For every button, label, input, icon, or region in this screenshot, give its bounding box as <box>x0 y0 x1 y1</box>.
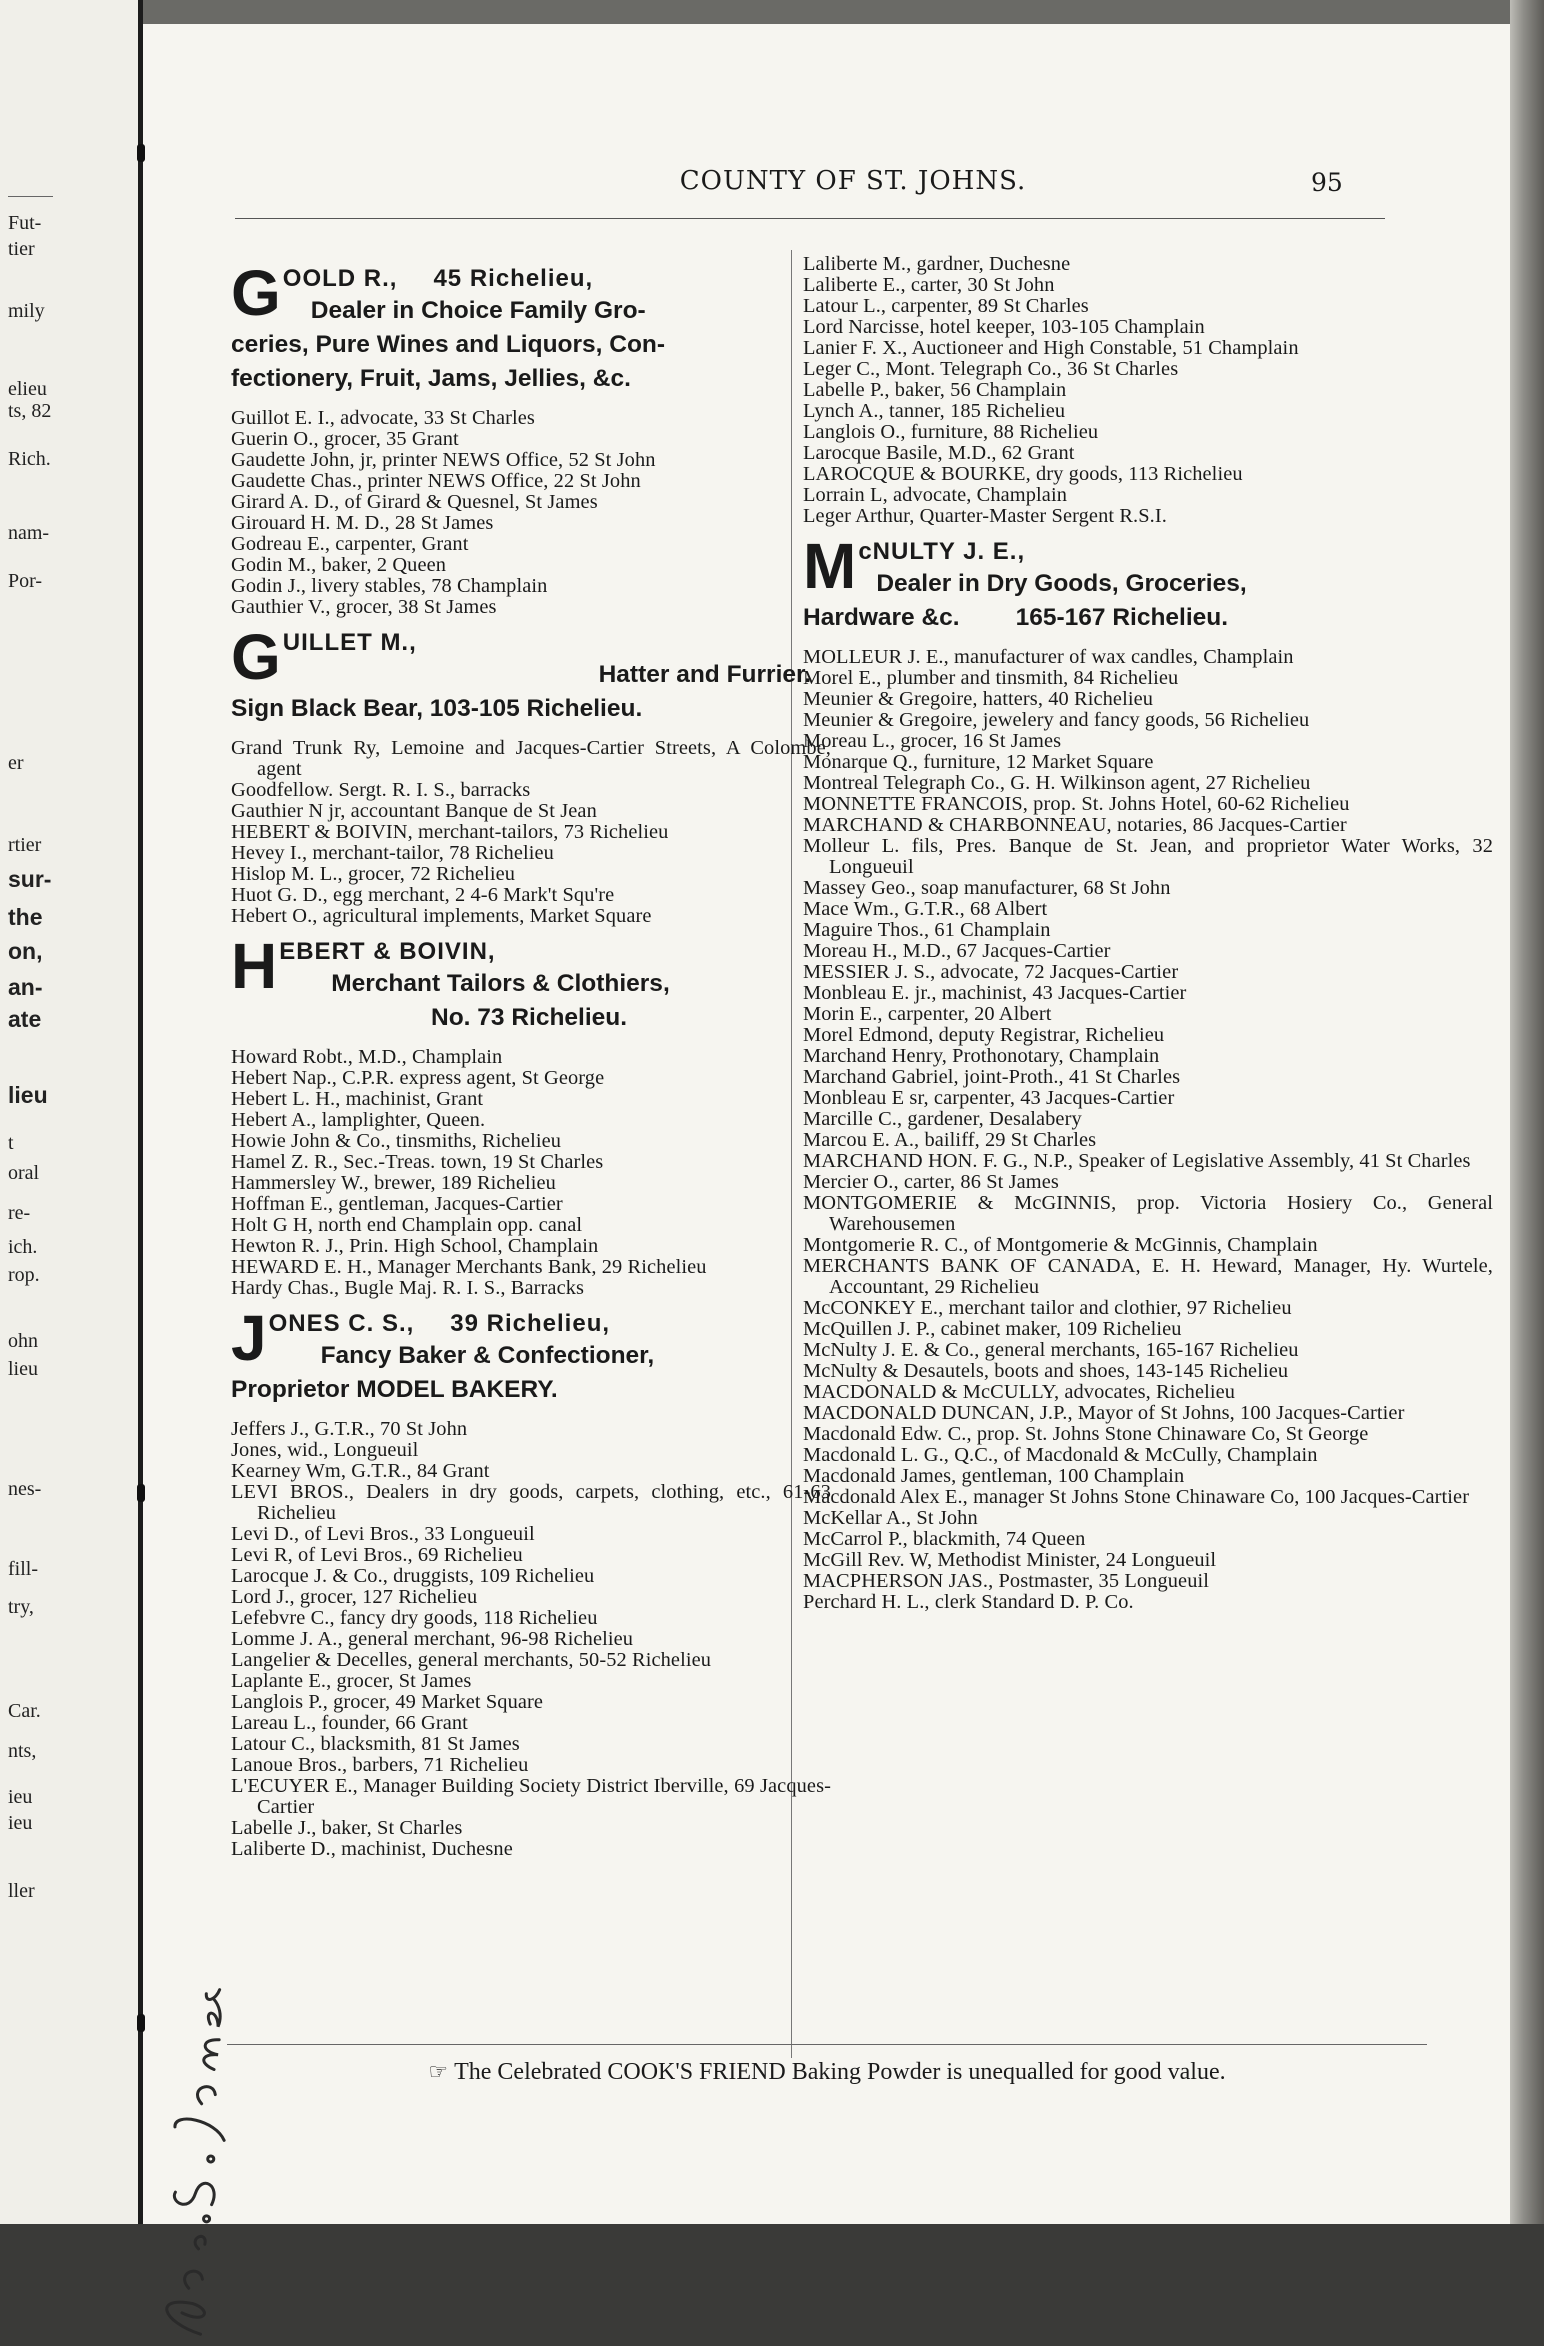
directory-entry: Lorrain L, advocate, Champlain <box>803 484 1068 506</box>
directory-entry: McNulty J. E. & Co., general merchants, 165-167 Richelieu <box>803 1339 1299 1361</box>
directory-entry: Molleur L. fils, Pres. Banque de St. Jean, and proprietor Water Works, 32 Longueuil <box>803 835 1493 878</box>
ad-line: fectionery, Fruit, Jams, Jellies, &c. <box>231 365 631 392</box>
ad-line: Hardware &c. <box>803 604 960 631</box>
directory-entry: Morin E., carpenter, 20 Albert <box>803 1003 1052 1025</box>
ad-line: ceries, Pure Wines and Liquors, Con- <box>231 331 666 358</box>
directory-entry: MACDONALD & McCULLY, advocates, Richelieu <box>803 1381 1236 1403</box>
directory-entry: Laliberte M., gardner, Duchesne <box>803 253 1071 275</box>
directory-entry: Hoffman E., gentleman, Jacques-Cartier <box>231 1193 563 1215</box>
facing-page-fragment <box>0 0 142 2224</box>
directory-entry: McNulty & Desautels, boots and shoes, 143-145 Richelieu <box>803 1360 1289 1382</box>
directory-entry: Lord Narcisse, hotel keeper, 103-105 Champlain <box>803 316 1205 338</box>
page-header <box>143 166 1510 206</box>
directory-entry: Hebert A., lamplighter, Queen. <box>231 1109 486 1131</box>
directory-entry: HEWARD E. H., Manager Merchants Bank, 29 Richelieu <box>231 1256 707 1278</box>
directory-entry: Marcou E. A., bailiff, 29 St Charles <box>803 1129 1097 1151</box>
directory-entry: Gauthier V., grocer, 38 St James <box>231 596 497 618</box>
directory-entry: HEBERT & BOIVIN, merchant-tailors, 73 Richelieu <box>231 821 669 843</box>
binding-mark <box>137 2014 145 2032</box>
ad-name: cNULTY J. E., <box>858 538 1026 565</box>
facing-page-text: rtier <box>8 834 42 856</box>
directory-entry: Latour L., carpenter, 89 St Charles <box>803 295 1089 317</box>
facing-page-text: ts, 82 <box>8 400 52 422</box>
directory-entry: Grand Trunk Ry, Lemoine and Jacques-Cartier Streets, A Colombe, agent <box>231 737 831 780</box>
ad-line: Dealer in Choice Family Gro- <box>310 297 646 324</box>
ad-line: Proprietor MODEL BAKERY. <box>231 1376 558 1403</box>
entry-list <box>231 408 831 618</box>
directory-entry: Montgomerie R. C., of Montgomerie & McGinnis, Champlain <box>803 1234 1318 1256</box>
ad-address: 45 Richelieu, <box>433 265 594 292</box>
ad-guillet <box>231 621 831 726</box>
directory-entry: Langlois P., grocer, 49 Market Square <box>231 1691 544 1713</box>
directory-entry: Levi D., of Levi Bros., 33 Longueuil <box>231 1523 535 1545</box>
directory-entry: Marchand Gabriel, joint-Proth., 41 St Charles <box>803 1066 1181 1088</box>
directory-entry: Leger Arthur, Quarter-Master Sergent R.S.I. <box>803 505 1167 527</box>
directory-entry: Larocque Basile, M.D., 62 Grant <box>803 442 1075 464</box>
directory-entry: Laliberte E., carter, 30 St John <box>803 274 1055 296</box>
ad-line: Fancy Baker & Confectioner, <box>320 1342 655 1369</box>
footer-advert <box>227 2044 1427 2086</box>
directory-entry: Meunier & Gregoire, jewelery and fancy goods, 56 Richelieu <box>803 709 1310 731</box>
directory-entry: Godin M., baker, 2 Queen <box>231 554 447 576</box>
directory-entry: Gauthier N jr, accountant Banque de St Jean <box>231 800 597 822</box>
directory-entry: Langlois O., furniture, 88 Richelieu <box>803 421 1099 443</box>
directory-entry: Howard Robt., M.D., Champlain <box>231 1046 503 1068</box>
directory-entry: Mace Wm., G.T.R., 68 Albert <box>803 898 1048 920</box>
directory-entry: Latour C., blacksmith, 81 St James <box>231 1733 520 1755</box>
directory-entry: Hebert L. H., machinist, Grant <box>231 1088 484 1110</box>
ad-jones <box>231 1302 831 1407</box>
facing-page-text: ieu <box>8 1786 33 1808</box>
ad-line: Sign Black Bear, 103-105 Richelieu. <box>231 695 643 722</box>
directory-entry: Macdonald Alex E., manager St Johns Stone Chinaware Co, 100 Jacques-Cartier <box>803 1486 1470 1508</box>
directory-entry: Girard A. D., of Girard & Quesnel, St James <box>231 491 598 513</box>
book-edge <box>1510 0 1544 2224</box>
facing-page-text: Rich. <box>8 448 51 470</box>
facing-page-text: mily <box>8 300 45 322</box>
ad-line: Hatter and Furrier. <box>598 661 811 688</box>
entry-list <box>803 254 1493 527</box>
directory-entry: MONTGOMERIE & McGINNIS, prop. Victoria Hosiery Co., General Warehousemen <box>803 1192 1493 1235</box>
directory-entry: Perchard H. L., clerk Standard D. P. Co. <box>803 1591 1134 1613</box>
facing-page-text: the <box>8 904 43 930</box>
directory-entry: Mercier O., carter, 86 St James <box>803 1171 1059 1193</box>
directory-entry: McCarrol P., blackmith, 74 Queen <box>803 1528 1086 1550</box>
page-number: 95 <box>1311 168 1343 197</box>
directory-entry: Howie John & Co., tinsmiths, Richelieu <box>231 1130 562 1152</box>
header-rule <box>235 218 1385 219</box>
directory-entry: Labelle J., baker, St Charles <box>231 1817 463 1839</box>
facing-page-text: ieu <box>8 1812 33 1834</box>
directory-entry: Monbleau E sr, carpenter, 43 Jacques-Cartier <box>803 1087 1175 1109</box>
directory-entry: Moreau H., M.D., 67 Jacques-Cartier <box>803 940 1111 962</box>
entry-list <box>231 1419 831 1860</box>
left-column <box>231 254 831 1860</box>
directory-entry: Morel Edmond, deputy Registrar, Richelieu <box>803 1024 1165 1046</box>
directory-entry: Laplante E., grocer, St James <box>231 1670 472 1692</box>
directory-entry: Massey Geo., soap manufacturer, 68 St John <box>803 877 1171 899</box>
right-column <box>803 254 1493 1613</box>
facing-page-text: t <box>8 1132 14 1154</box>
facing-page-text: rop. <box>8 1264 40 1286</box>
directory-entry: Gaudette Chas., printer NEWS Office, 22 St John <box>231 470 641 492</box>
ad-address: 165-167 Richelieu. <box>1015 604 1229 631</box>
facing-page-text: lieu <box>8 1358 38 1380</box>
directory-entry: Lareau L., founder, 66 Grant <box>231 1712 468 1734</box>
directory-entry: Godin J., livery stables, 78 Champlain <box>231 575 548 597</box>
entry-list <box>803 647 1493 1613</box>
ad-initial: M <box>803 530 857 602</box>
facing-page-text: re- <box>8 1202 31 1224</box>
facing-page-text: ohn <box>8 1330 38 1352</box>
directory-entry: LAROCQUE & BOURKE, dry goods, 113 Richelieu <box>803 463 1243 485</box>
directory-entry: Girouard H. M. D., 28 St James <box>231 512 494 534</box>
ad-name: UILLET M., <box>282 629 417 656</box>
directory-entry: Marcille C., gardener, Desalabery <box>803 1108 1082 1130</box>
ad-hebert <box>231 930 831 1035</box>
directory-entry: MERCHANTS BANK OF CANADA, E. H. Heward, Manager, Hy. Wurtele, Accountant, 29 Richelieu <box>803 1255 1493 1298</box>
facing-page-text: nes- <box>8 1478 42 1500</box>
ad-address: 39 Richelieu, <box>450 1310 611 1337</box>
running-title: COUNTY OF ST. JOHNS. <box>679 166 1027 196</box>
directory-entry: MARCHAND HON. F. G., N.P., Speaker of Legislative Assembly, 41 St Charles <box>803 1150 1471 1172</box>
directory-entry: Holt G H, north end Champlain opp. canal <box>231 1214 583 1236</box>
directory-entry: Lord J., grocer, 127 Richelieu <box>231 1586 478 1608</box>
facing-page-text: Por- <box>8 570 43 592</box>
facing-page-text: Car. <box>8 1700 41 1722</box>
directory-entry: Gaudette John, jr, printer NEWS Office, 52 St John <box>231 449 656 471</box>
directory-entry: McKellar A., St John <box>803 1507 978 1529</box>
facing-page-text: lieu <box>8 1082 48 1108</box>
facing-page-text: ller <box>8 1880 35 1902</box>
directory-entry: Laliberte D., machinist, Duchesne <box>231 1838 513 1860</box>
facing-page-text: sur- <box>8 866 52 892</box>
footer-text: The Celebrated COOK'S FRIEND Baking Powder is unequalled for good value. <box>454 2059 1226 2085</box>
directory-entry: Labelle P., baker, 56 Champlain <box>803 379 1067 401</box>
directory-entry: Langelier & Decelles, general merchants, 50-52 Richelieu <box>231 1649 712 1671</box>
directory-entry: Lomme J. A., general merchant, 96-98 Richelieu <box>231 1628 634 1650</box>
ad-initial: J <box>231 1302 267 1374</box>
directory-entry: Lanier F. X., Auctioneer and High Constable, 51 Champlain <box>803 337 1299 359</box>
directory-entry: Hislop M. L., grocer, 72 Richelieu <box>231 863 516 885</box>
facing-page-rule <box>8 196 53 197</box>
directory-entry: Guillot E. I., advocate, 33 St Charles <box>231 407 535 429</box>
directory-entry: MACDONALD DUNCAN, J.P., Mayor of St Johns, 100 Jacques-Cartier <box>803 1402 1405 1424</box>
facing-page-text: Fut- <box>8 212 42 234</box>
pointing-hand-icon: ☞ <box>428 2059 449 2084</box>
directory-entry: Maguire Thos., 61 Champlain <box>803 919 1051 941</box>
ad-mcnulty <box>803 530 1493 635</box>
directory-entry: Hebert O., agricultural implements, Market Square <box>231 905 652 927</box>
directory-entry: MARCHAND & CHARBONNEAU, notaries, 86 Jacques-Cartier <box>803 814 1347 836</box>
directory-entry: Jones, wid., Longueuil <box>231 1439 419 1461</box>
directory-entry: Morel E., plumber and tinsmith, 84 Richelieu <box>803 667 1179 689</box>
scan-top-edge <box>143 0 1510 24</box>
ad-line: Dealer in Dry Goods, Groceries, <box>876 570 1247 597</box>
ad-name: EBERT & BOIVIN, <box>279 938 496 965</box>
facing-page-text: oral <box>8 1162 40 1184</box>
binding-mark <box>137 1484 145 1502</box>
facing-page-text: fill- <box>8 1558 38 1580</box>
directory-entry: Macdonald James, gentleman, 100 Champlain <box>803 1465 1185 1487</box>
directory-entry: Montreal Telegraph Co., G. H. Wilkinson agent, 27 Richelieu <box>803 772 1311 794</box>
directory-entry: Hevey I., merchant-tailor, 78 Richelieu <box>231 842 554 864</box>
directory-entry: McGill Rev. W, Methodist Minister, 24 Longueuil <box>803 1549 1217 1571</box>
directory-entry: Larocque J. & Co., druggists, 109 Richelieu <box>231 1565 595 1587</box>
ad-initial: H <box>231 930 278 1002</box>
ad-name: ONES C. S., <box>268 1310 415 1337</box>
ad-goold <box>231 257 831 396</box>
directory-entry: MACPHERSON JAS., Postmaster, 35 Longueuil <box>803 1570 1210 1592</box>
directory-entry: Hebert Nap., C.P.R. express agent, St George <box>231 1067 605 1089</box>
directory-entry: Monarque Q., furniture, 12 Market Square <box>803 751 1154 773</box>
facing-page-text: on, <box>8 938 43 964</box>
directory-entry: Goodfellow. Sergt. R. I. S., barracks <box>231 779 531 801</box>
facing-page-text: nam- <box>8 522 50 544</box>
directory-entry: LEVI BROS., Dealers in dry goods, carpets, clothing, etc., 61-63 Richelieu <box>231 1481 831 1524</box>
ad-line: Merchant Tailors & Clothiers, <box>331 970 670 997</box>
facing-page-text: ich. <box>8 1236 38 1258</box>
directory-entry: Hardy Chas., Bugle Maj. R. I. S., Barracks <box>231 1277 585 1299</box>
ad-line: No. 73 Richelieu. <box>431 1004 628 1031</box>
directory-entry: Leger C., Mont. Telegraph Co., 36 St Charles <box>803 358 1179 380</box>
directory-entry: Jeffers J., G.T.R., 70 St John <box>231 1418 468 1440</box>
directory-entry: Macdonald L. G., Q.C., of Macdonald & McCully, Champlain <box>803 1444 1318 1466</box>
directory-entry: Meunier & Gregoire, hatters, 40 Richelieu <box>803 688 1154 710</box>
facing-page-text: an- <box>8 974 43 1000</box>
directory-entry: Marchand Henry, Prothonotary, Champlain <box>803 1045 1160 1067</box>
directory-entry: Hammersley W., brewer, 189 Richelieu <box>231 1172 556 1194</box>
directory-entry: MOLLEUR J. E., manufacturer of wax candles, Champlain <box>803 646 1294 668</box>
directory-entry: Monbleau E. jr., machinist, 43 Jacques-Cartier <box>803 982 1187 1004</box>
entry-list <box>231 1047 831 1299</box>
facing-page-text: tier <box>8 238 35 260</box>
facing-page-text: ate <box>8 1006 42 1032</box>
entry-list <box>231 738 831 927</box>
directory-entry: Godreau E., carpenter, Grant <box>231 533 469 555</box>
directory-entry: Lanoue Bros., barbers, 71 Richelieu <box>231 1754 529 1776</box>
binding-mark <box>137 144 145 162</box>
directory-entry: Lynch A., tanner, 185 Richelieu <box>803 400 1066 422</box>
ad-initial: G <box>231 257 281 329</box>
ad-name: OOLD R., <box>282 265 398 292</box>
directory-entry: McQuillen J. P., cabinet maker, 109 Richelieu <box>803 1318 1182 1340</box>
facing-page-text: nts, <box>8 1740 37 1762</box>
directory-entry: MONNETTE FRANCOIS, prop. St. Johns Hotel, 60-62 Richelieu <box>803 793 1350 815</box>
directory-entry: Hamel Z. R., Sec.-Treas. town, 19 St Charles <box>231 1151 604 1173</box>
directory-entry: Huot G. D., egg merchant, 2 4-6 Mark't Squ're <box>231 884 615 906</box>
directory-entry: Lefebvre C., fancy dry goods, 118 Richelieu <box>231 1607 598 1629</box>
directory-page <box>143 24 1510 2224</box>
directory-entry: MESSIER J. S., advocate, 72 Jacques-Cartier <box>803 961 1179 983</box>
directory-entry: Kearney Wm, G.T.R., 84 Grant <box>231 1460 490 1482</box>
ad-initial: G <box>231 621 281 693</box>
facing-page-text: try, <box>8 1596 34 1618</box>
directory-entry: Macdonald Edw. C., prop. St. Johns Stone Chinaware Co, St George <box>803 1423 1369 1445</box>
directory-entry: McCONKEY E., merchant tailor and clothier, 97 Richelieu <box>803 1297 1292 1319</box>
directory-entry: Levi R, of Levi Bros., 69 Richelieu <box>231 1544 523 1566</box>
facing-page-text: er <box>8 752 24 774</box>
directory-entry: Hewton R. J., Prin. High School, Champlain <box>231 1235 599 1257</box>
facing-page-text: elieu <box>8 378 47 400</box>
directory-entry: Moreau L., grocer, 16 St James <box>803 730 1062 752</box>
directory-entry: L'ECUYER E., Manager Building Society District Iberville, 69 Jacques-Cartier <box>231 1775 831 1818</box>
directory-entry: Guerin O., grocer, 35 Grant <box>231 428 459 450</box>
